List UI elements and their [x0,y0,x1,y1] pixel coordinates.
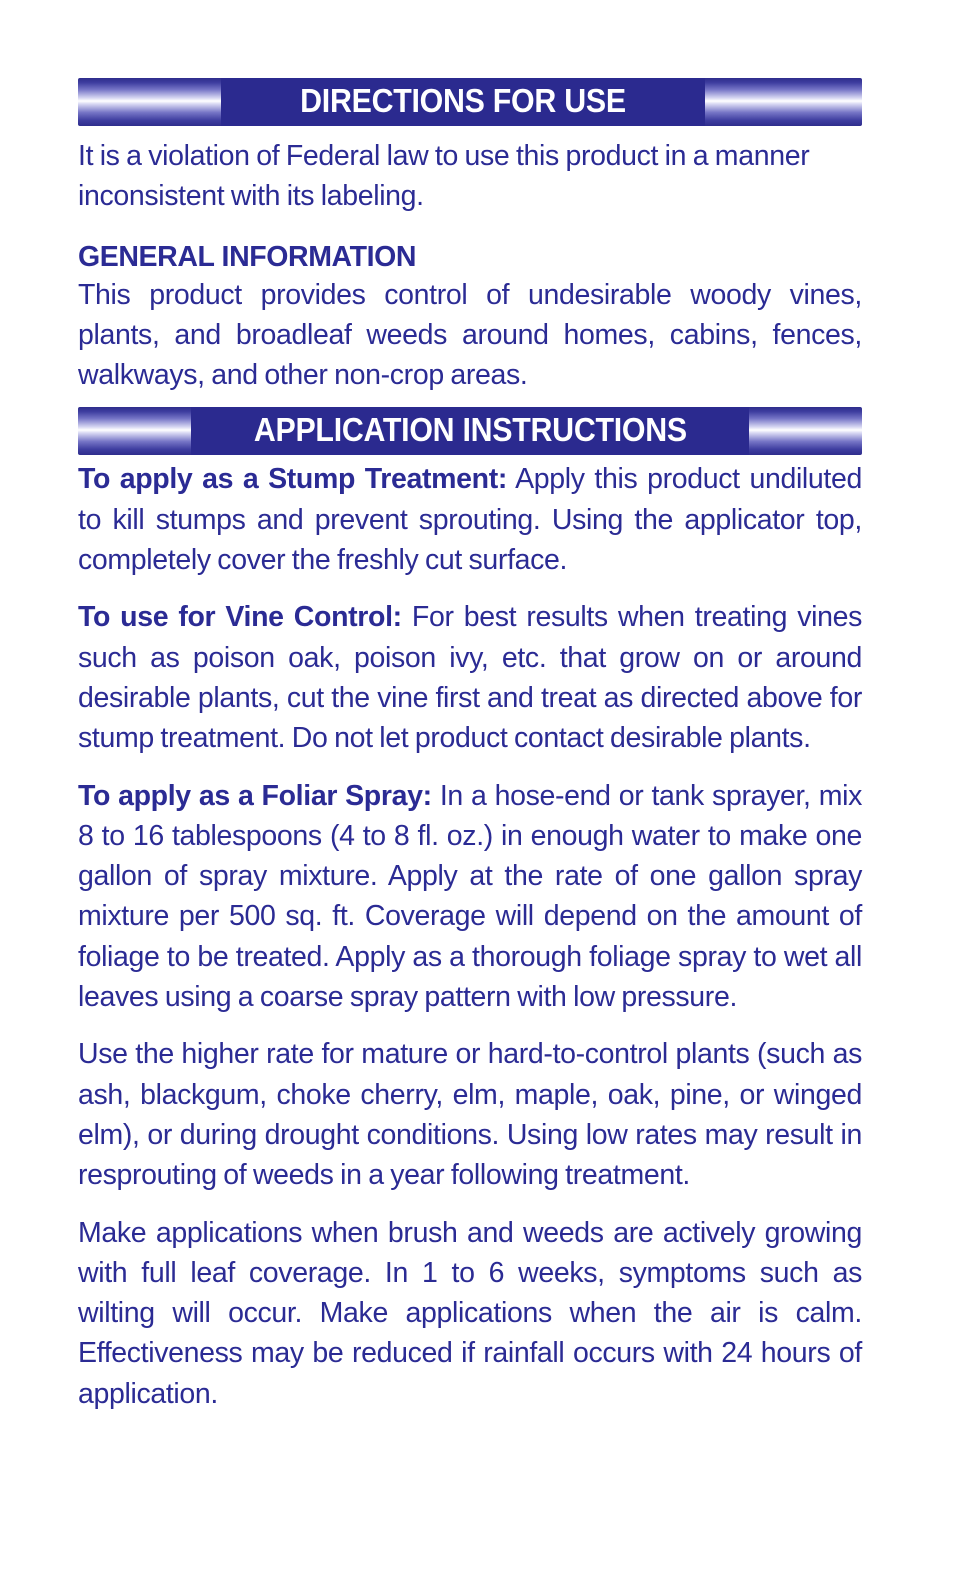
stump-treatment-paragraph [78,459,862,580]
federal-law-paragraph: It is a violation of Federal law to use this product in a manner inconsistent with its labeling. [78,140,810,213]
directions-heading: DIRECTIONS FOR USE [221,78,705,126]
general-information-heading: GENERAL INFORMATION [78,240,417,273]
timing-paragraph: Make applications when brush and weeds are actively growing with full leaf coverage. In 1 to 6 weeks, symptoms such as wilting will occur. Make applications when the air is calm. Effectiveness may be reduced if rainfall occurs with 24 hours of application. [78,1216,862,1410]
higher-rate-paragraph: Use the higher rate for mature or hard-to-control plants (such as ash, blackgum, choke cherry, elm, maple, oak, pine, or winged elm), or during drought conditions. Using low rates may result in resprouting of weeds in a year following treatment. [78,1038,862,1192]
vine-control-text: For best results when treating vines such as poison oak, poison ivy, etc. that grow on or around desirable plants, cut the vine first and treat as directed above for stump treatment. Do not let product contact desirable plants. [78,601,862,755]
general-information-paragraph: This product provides control of undesirable woody vines, plants, and broadleaf weeds around homes, cabins, fences, walkways, and other non-crop areas. [78,278,862,392]
foliar-spray-lead: To apply as a Foliar Spray: [78,779,432,812]
directions-banner [78,78,862,126]
label-page [78,78,862,1414]
foliar-spray-paragraph [78,776,862,1018]
application-heading: APPLICATION INSTRUCTIONS [191,407,749,455]
vine-control-paragraph [78,597,862,758]
foliar-spray-text: In a hose-end or tank sprayer, mix 8 to 16 tablespoons (4 to 8 fl. oz.) in enough water to make one gallon of spray mixture. Apply at the rate of one gallon spray mixture per 500 sq. ft. Coverage will depend on the amount of foliage to be treated. Apply as a thorough foliage spray to wet all leaves using a coarse spray pattern with low pressure. [78,779,862,1014]
application-banner [78,407,862,455]
stump-treatment-lead: To apply as a Stump Treatment: [78,463,507,496]
stump-treatment-text: Apply this product undiluted to kill stumps and prevent sprouting. Using the applicator top, completely cover the freshly cut surface. [78,463,862,577]
vine-control-lead: To use for Vine Control: [78,601,402,634]
